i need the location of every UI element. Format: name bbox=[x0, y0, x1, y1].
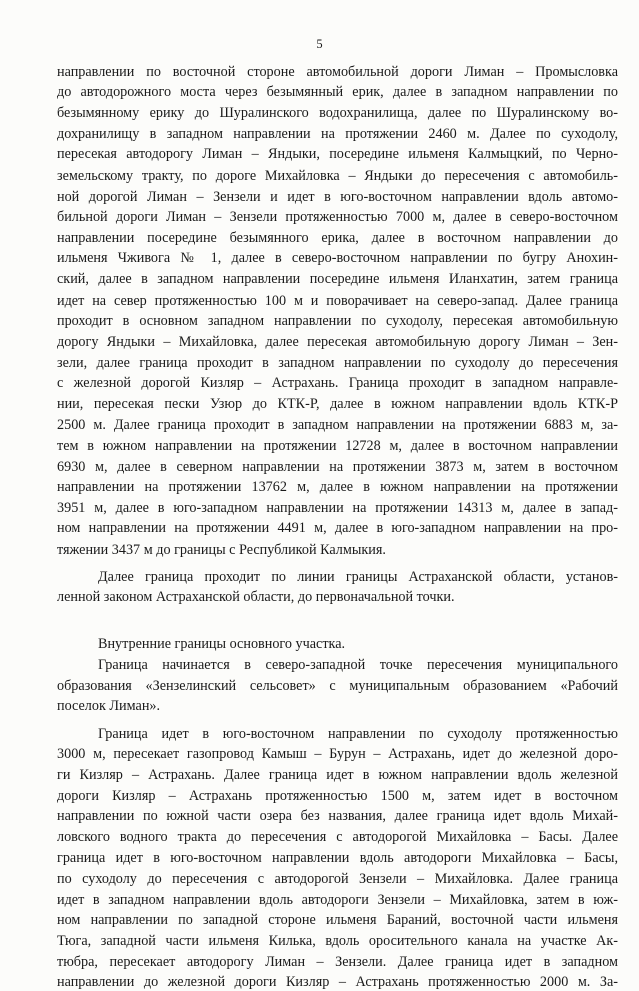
text-line: ном направлении на протяжении 4491 м, далее в юго-западном направлении на про- bbox=[57, 520, 618, 536]
text-line: безымянному ерику до Шуралинского водохранилища, далее по Шуралинскому во- bbox=[57, 105, 618, 121]
text-line: направлении посередине безымянного ерика, далее в восточном направлении до bbox=[57, 230, 618, 246]
text-line: по суходолу до пересечения с автодорогой Зензели – Михайловка. Далее граница bbox=[57, 871, 618, 887]
text-line: Тюга, западной части ильменя Килька, вдоль оросительного канала на участке Ак- bbox=[57, 933, 618, 949]
text-line: дороги Кизляр – Астрахань протяженностью 1500 м, затем идет в восточном bbox=[57, 788, 618, 804]
text-line: тем в южном направлении на протяжении 12728 м, далее в восточном направлении bbox=[57, 438, 618, 454]
text-line: ги Кизляр – Астрахань. Далее граница идет в южном направлении вдоль железной bbox=[57, 767, 618, 783]
text-line: ловского водного тракта до пересечения с автодорогой Михайловка – Басы. Далее bbox=[57, 829, 618, 845]
page-number: 5 bbox=[316, 37, 323, 51]
text-line: 3951 м, далее в юго-западном направлении на протяжении 14313 м, далее в запад- bbox=[57, 500, 618, 516]
text-line: пересекая автодорогу Лиман – Яндыки, посередине ильменя Калмыцкий, по Черно- bbox=[57, 146, 618, 162]
text-line: нии, пересекая пески Узюр до КТК-Р, далее в южном направлении вдоль КТК-Р bbox=[57, 396, 618, 412]
text-line: образования «Зензелинский сельсовет» с муниципальным образованием «Рабочий bbox=[57, 678, 618, 694]
text-line: тюбра, пересекает автодорогу Лиман – Зензели. Далее граница идет в западном bbox=[57, 954, 618, 970]
text-line: 2500 м. Далее граница проходит в западном направлении на протяжении 6883 м, за- bbox=[57, 417, 618, 433]
text-line: проходит в основном западном направлении по суходолу, пересекая автомобильную bbox=[57, 313, 618, 329]
text-line: до автодорожного моста через безымянный ерик, далее в западном направлении по bbox=[57, 84, 618, 100]
text-line: идет на север протяженностью 100 м и поворачивает на северо-запад. Далее граница bbox=[57, 293, 618, 309]
text-line: ном направлении по западной стороне ильменя Бараний, восточной части ильменя bbox=[57, 912, 618, 928]
text-line: ский, далее в западном направлении посередине ильменя Иланхатин, затем граница bbox=[57, 271, 618, 287]
text-line: ленной законом Астраханской области, до первоначальной точки. bbox=[57, 589, 455, 605]
text-line: направлении на протяжении 13762 м, далее в южном направлении на протяжении bbox=[57, 479, 618, 495]
text-line: Граница начинается в северо-западной точке пересечения муниципального bbox=[98, 657, 618, 673]
text-line: Внутренние границы основного участка. bbox=[98, 636, 346, 652]
text-line: Далее граница проходит по линии границы Астраханской области, установ- bbox=[98, 569, 618, 585]
text-line: ной дорогой Лиман – Зензели и идет в юго-восточном направлении вдоль автомо- bbox=[57, 189, 618, 205]
text-line: 3000 м, пересекает газопровод Камыш – Бурун – Астрахань, идет до железной доро- bbox=[57, 746, 618, 762]
text-line: направлении по южной части озера без названия, далее граница идет вдоль Михай- bbox=[57, 808, 618, 824]
text-line: дохранилищу в западном направлении на протяжении 2460 м. Далее по суходолу, bbox=[57, 126, 618, 142]
text-line: направлении по восточной стороне автомобильной дороги Лиман – Промысловка bbox=[57, 64, 618, 80]
text-line: поселок Лиман». bbox=[57, 698, 161, 714]
text-line: с железной дорогой Кизляр – Астрахань. Граница проходит в западном направле- bbox=[57, 375, 618, 391]
text-line: бильной дороги Лиман – Зензели протяженностью 7000 м, далее в северо-восточном bbox=[57, 209, 618, 225]
text-line: граница идет в юго-восточном направлении вдоль автодороги Михайловка – Басы, bbox=[57, 850, 618, 866]
text-line: направлении до железной дороги Кизляр – Астрахань протяженностью 2000 м. За- bbox=[57, 974, 618, 990]
text-line: Граница идет в юго-восточном направлении по суходолу протяженностью bbox=[98, 726, 618, 742]
text-line: 6930 м, далее в северном направлении на протяжении 3873 м, затем в восточном bbox=[57, 459, 618, 475]
text-line: ильменя Чживога № 1, далее в северо-восточном направлении по бугру Анохин- bbox=[57, 250, 618, 266]
text-line: дорогу Яндыки – Михайловка, далее пересекая автомобильную дорогу Лиман – Зен- bbox=[57, 334, 618, 350]
text-line: земельскому тракту, по дороге Михайловка – Яндыки до пересечения с автомобиль- bbox=[57, 168, 618, 184]
text-line: зели, далее граница проходит в западном направлении по суходолу до пересечения bbox=[57, 355, 618, 371]
text-line: идет в западном направлении вдоль автодороги Зензели – Михайловка, затем в юж- bbox=[57, 892, 618, 908]
text-line: тяжении 3437 м до границы с Республикой Калмыкия. bbox=[57, 542, 386, 558]
